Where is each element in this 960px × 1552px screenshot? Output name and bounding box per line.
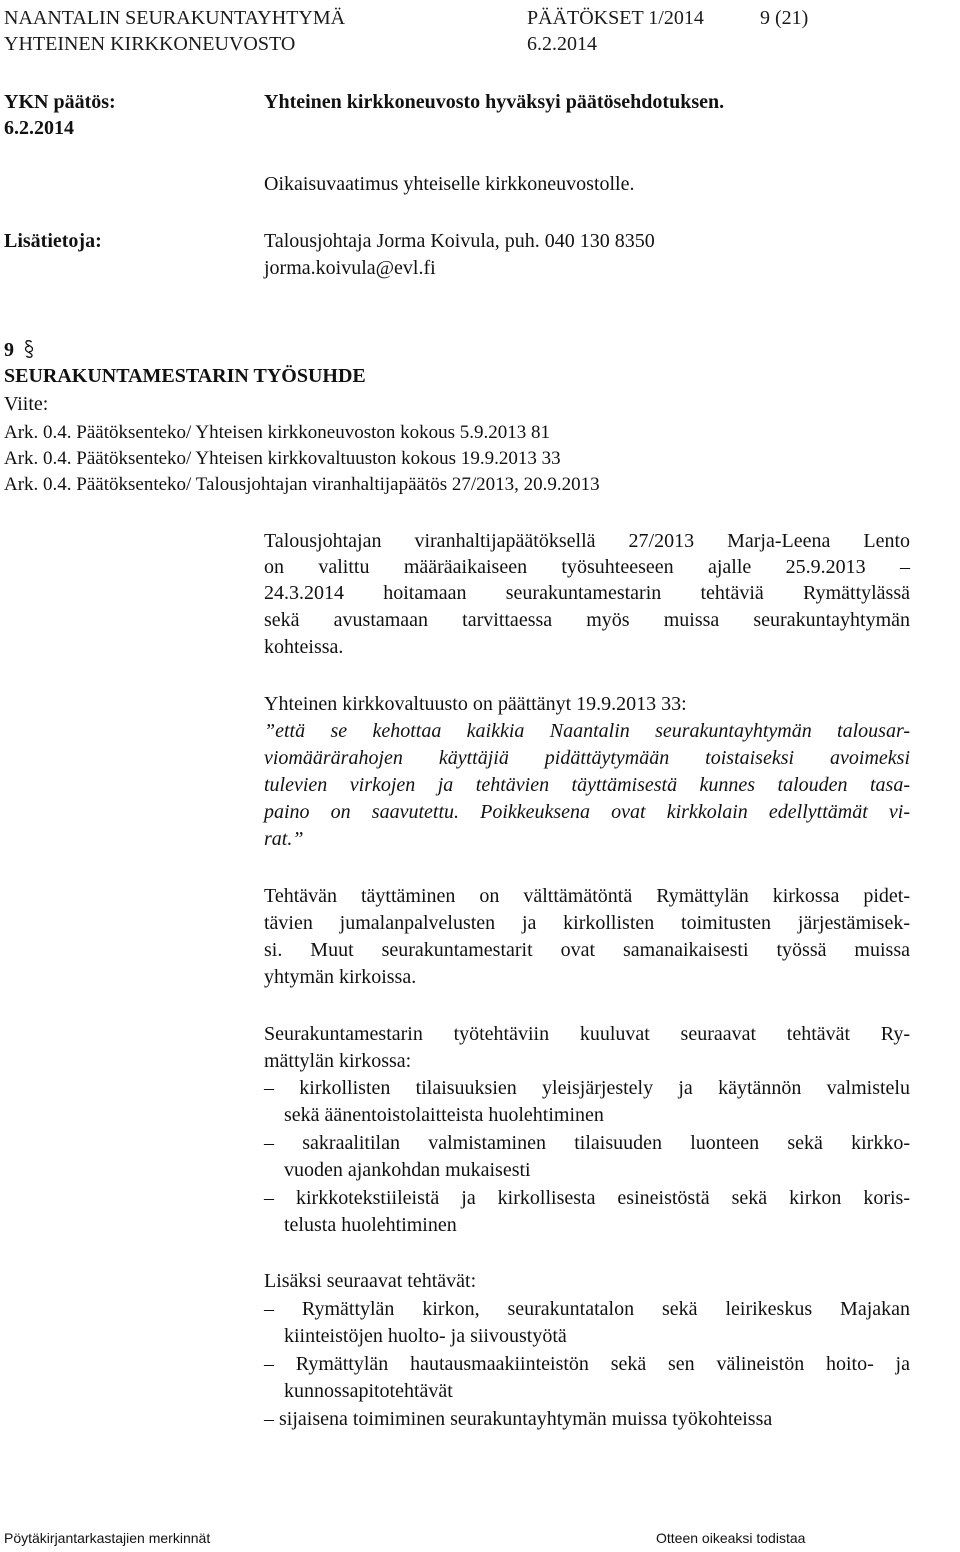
list-item: – Rymättylän hautausmaakiinteistön sekä sen välineistön hoito- ja xyxy=(264,1353,910,1375)
list-item-cont: sekä äänentoistolaitteista huolehtiminen xyxy=(284,1104,604,1126)
footer-left: Pöytäkirjantarkastajien merkinnät xyxy=(4,1530,211,1546)
quote-line: tulevien virkojen ja tehtävien täyttämisestä kunnes talouden tasa- xyxy=(264,774,910,796)
list-item: – sakraalitilan valmistaminen tilaisuuden luonteen sekä kirkko- xyxy=(264,1132,910,1154)
header-body: YHTEINEN KIRKKONEUVOSTO xyxy=(4,33,296,55)
body-line: Tehtävän täyttäminen on välttämätöntä Rymättylän kirkossa pidet- xyxy=(264,885,910,907)
quote-line: viomäärärahojen käyttäjiä pidättäytymään toistaiseksi avoimeksi xyxy=(264,747,910,769)
list-item: – kirkkotekstiileistä ja kirkollisesta esineistöstä sekä kirkon koris- xyxy=(264,1187,910,1209)
info-line1: Talousjohtaja Jorma Koivula, puh. 040 130 8350 xyxy=(264,230,655,252)
header-page: 9 (21) xyxy=(760,7,809,29)
body-line: Seurakuntamestarin työtehtäviin kuuluvat seuraavat tehtävät Ry- xyxy=(264,1023,910,1045)
section-number xyxy=(4,336,35,364)
body-line: mättylän kirkossa: xyxy=(264,1050,412,1072)
list-item-cont: vuoden ajankohdan mukaisesti xyxy=(284,1159,531,1181)
decision-date: 6.2.2014 xyxy=(4,117,74,139)
body-line: si. Muut seurakuntamestarit ovat samanaikaisesti työssä muissa xyxy=(264,939,910,961)
info-email: jorma.koivula@evl.fi xyxy=(264,257,436,279)
list-item: – Rymättylän kirkon, seurakuntatalon sekä leirikeskus Majakan xyxy=(264,1298,910,1320)
header-doc: PÄÄTÖKSET 1/2014 xyxy=(527,7,704,29)
footer-right: Otteen oikeaksi todistaa xyxy=(656,1530,806,1546)
info-label: Lisätietoja: xyxy=(4,230,102,252)
body-line: sekä avustamaan tarvittaessa myös muissa seurakuntayhtymän xyxy=(264,609,910,631)
list-item-cont: kunnossapitotehtävät xyxy=(284,1380,453,1402)
section-sign-icon xyxy=(23,339,35,359)
body-line: Talousjohtajan viranhaltijapäätöksellä 27/2013 Marja-Leena Lento xyxy=(264,530,910,552)
list-item: – kirkollisten tilaisuuksien yleisjärjestely ja käytännön valmistelu xyxy=(264,1077,910,1099)
list-item-cont: kiinteistöjen huolto- ja siivoustyötä xyxy=(284,1325,567,1347)
ref-label: Viite: xyxy=(4,393,49,415)
body-line: tävien jumalanpalvelusten ja kirkollisten toimitusten järjestämisek- xyxy=(264,912,910,934)
body-line: Lisäksi seuraavat tehtävät: xyxy=(264,1270,477,1292)
header-org: NAANTALIN SEURAKUNTAYHTYMÄ xyxy=(4,7,346,29)
header-date: 6.2.2014 xyxy=(527,33,597,55)
list-item-cont: telusta huolehtiminen xyxy=(284,1214,457,1236)
ref-item: Ark. 0.4. Päätöksenteko/ Yhteisen kirkkovaltuuston kokous 19.9.2013 33 xyxy=(4,448,561,469)
body-line: kohteissa. xyxy=(264,636,344,658)
decision-text: Yhteinen kirkkoneuvosto hyväksyi päätösehdotuksen. xyxy=(264,91,725,113)
ref-item: Ark. 0.4. Päätöksenteko/ Yhteisen kirkkoneuvoston kokous 5.9.2013 81 xyxy=(4,422,551,443)
body-line: yhtymän kirkoissa. xyxy=(264,966,417,988)
list-item: – sijaisena toimiminen seurakuntayhtymän muissa työkohteissa xyxy=(264,1408,773,1430)
section-title: SEURAKUNTAMESTARIN TYÖSUHDE xyxy=(4,365,366,387)
body-line: on valittu määräaikaiseen työsuhteeseen ajalle 25.9.2013 – xyxy=(264,556,910,578)
section-number-value: 9 xyxy=(4,339,14,361)
decision-label: YKN päätös: xyxy=(4,91,116,113)
ref-item: Ark. 0.4. Päätöksenteko/ Talousjohtajan viranhaltijapäätös 27/2013, 20.9.2013 xyxy=(4,474,600,495)
body-line: 24.3.2014 hoitamaan seurakuntamestarin tehtäviä Rymättylässä xyxy=(264,582,910,604)
quote-line: paino on saavutettu. Poikkeuksena ovat kirkkolain edellyttämät vi- xyxy=(264,801,910,823)
quote-line: ”että se kehottaa kaikkia Naantalin seurakuntayhtymän talousar- xyxy=(264,720,910,742)
quote-line: rat.” xyxy=(264,828,304,850)
decision-appeal: Oikaisuvaatimus yhteiselle kirkkoneuvostolle. xyxy=(264,173,635,195)
body-line: Yhteinen kirkkovaltuusto on päättänyt 19.9.2013 33: xyxy=(264,693,687,715)
